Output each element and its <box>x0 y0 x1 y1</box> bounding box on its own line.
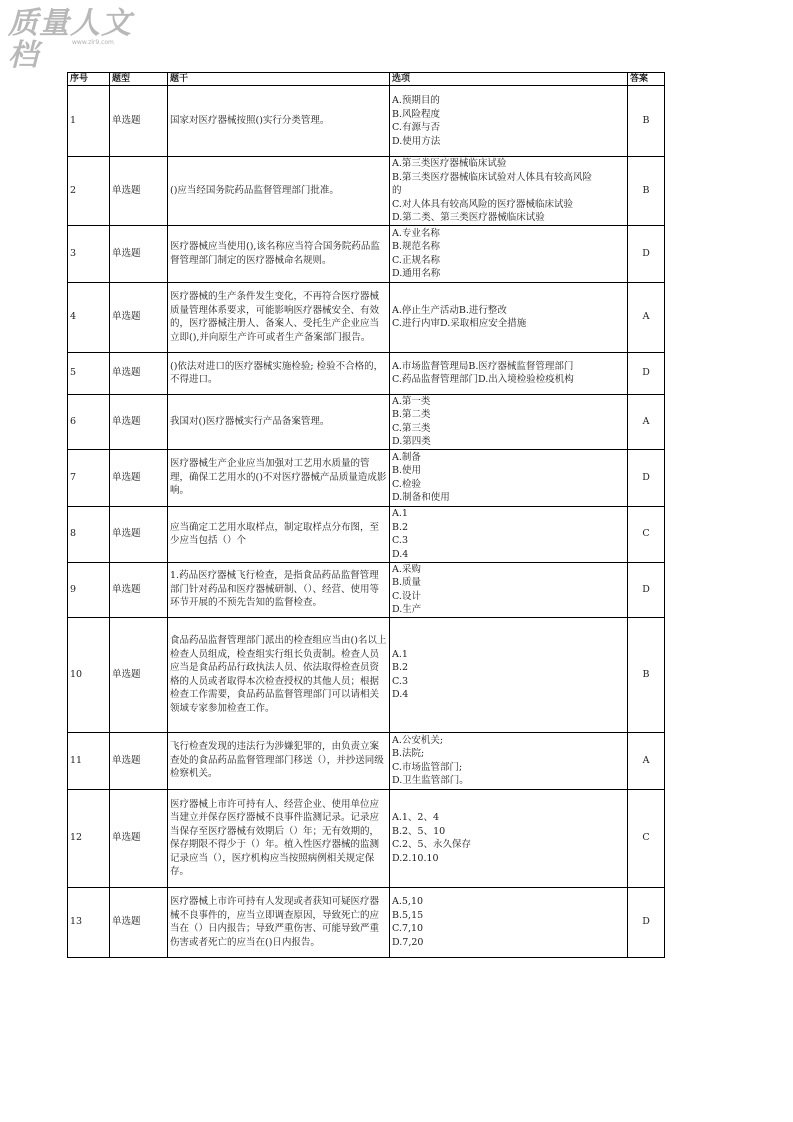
table-row <box>68 562 665 617</box>
header-answer: 答案 <box>628 73 665 86</box>
cell-answer: A <box>628 732 665 789</box>
table-row <box>68 617 665 732</box>
option-line: C.药品监督管理部门D.出入境检验检疫机构 <box>392 374 574 385</box>
cell-type: 单选题 <box>110 506 168 562</box>
option-line: C.对人体具有较高风险的医疗器械临床试验 <box>392 198 573 210</box>
cell-options <box>390 562 628 617</box>
cell-type: 单选题 <box>110 789 168 887</box>
cell-answer: D <box>628 449 665 506</box>
cell-stem: 我国对()医疗器械实行产品备案管理。 <box>168 394 390 449</box>
header-options: 选项 <box>390 73 628 86</box>
cell-type: 单选题 <box>110 225 168 282</box>
option-line: D.使用方法 <box>392 135 441 147</box>
option-line: A.1 <box>392 508 408 519</box>
cell-stem: 医疗器械上市许可持有人发现或者获知可疑医疗器械不良事件的，应当立即调查原因，导致死亡的应当在（）日内报告；导致严重伤害、可能导致严重伤害或者死亡的应当在()日内报告。 <box>168 887 390 957</box>
table-row <box>68 225 665 282</box>
cell-answer: A <box>628 394 665 449</box>
cell-options <box>390 225 628 282</box>
cell-no: 9 <box>68 562 110 617</box>
cell-type: 单选题 <box>110 732 168 789</box>
cell-options <box>390 506 628 562</box>
option-line: 的 <box>392 185 402 196</box>
cell-answer: A <box>628 282 665 352</box>
cell-answer: D <box>628 225 665 282</box>
table-row <box>68 789 665 887</box>
cell-no: 4 <box>68 282 110 352</box>
cell-type: 单选题 <box>110 562 168 617</box>
cell-options <box>390 789 628 887</box>
cell-options <box>390 86 628 157</box>
option-line: A.预期目的 <box>392 95 440 106</box>
cell-answer: C <box>628 506 665 562</box>
option-line: B.2、5、10 <box>392 825 446 837</box>
table-row <box>68 732 665 789</box>
cell-type: 单选题 <box>110 394 168 449</box>
cell-stem: 食品药品监督管理部门派出的检查组应当由()名以上检查人员组成，检查组实行组长负责制。检查人员应当是食品药品行政执法人员、依法取得检查员资格的人员或者取得本次检查授权的其他人员；根据检查工作需要，食品药品监督管理部门可以请相关领域专家参加检查工作。 <box>168 617 390 732</box>
cell-options <box>390 449 628 506</box>
option-line: A.停止生产活动B.进行整改 <box>392 304 507 316</box>
cell-answer: D <box>628 352 665 394</box>
table-row <box>68 394 665 449</box>
option-line: D.通用名称 <box>392 268 441 279</box>
option-line: A.5,10 <box>392 896 424 907</box>
cell-no: 7 <box>68 449 110 506</box>
cell-stem: ()依法对进口的医疗器械实施检验; 检验不合格的，不得进口。 <box>168 352 390 394</box>
logo-url: www.zlr9.com <box>72 39 114 46</box>
cell-stem: 医疗器械应当使用(),该名称应当符合国务院药品监督管理部门制定的医疗器械命名规则。 <box>168 225 390 282</box>
cell-no: 13 <box>68 887 110 957</box>
option-line: A.第三类医疗器械临床试验 <box>392 158 507 169</box>
option-line: D.7,20 <box>392 936 424 948</box>
cell-options <box>390 282 628 352</box>
option-line: A.采购 <box>392 563 421 575</box>
cell-options <box>390 732 628 789</box>
cell-no: 10 <box>68 617 110 732</box>
option-line: B.法院; <box>392 748 425 759</box>
cell-options <box>390 887 628 957</box>
header-stem: 题干 <box>168 73 390 86</box>
option-line: B.风险程度 <box>392 108 441 120</box>
table-row <box>68 506 665 562</box>
cell-options <box>390 394 628 449</box>
option-line: C.第三类 <box>392 422 431 434</box>
table-row <box>68 449 665 506</box>
cell-type: 单选题 <box>110 352 168 394</box>
option-line: C.市场监管部门; <box>392 761 463 773</box>
cell-answer: D <box>628 887 665 957</box>
table-row <box>68 352 665 394</box>
option-line: D.第四类 <box>392 436 431 447</box>
cell-no: 6 <box>68 394 110 449</box>
table-header-row <box>68 73 665 86</box>
cell-answer: D <box>628 562 665 617</box>
option-line: B.5,15 <box>392 909 424 921</box>
option-line: A.第一类 <box>392 395 431 407</box>
option-line: A.市场监督管理局B.医疗器械监督管理部门 <box>392 360 574 372</box>
cell-no: 11 <box>68 732 110 789</box>
cell-type: 单选题 <box>110 282 168 352</box>
option-line: C.正规名称 <box>392 254 440 266</box>
cell-stem: 医疗器械生产企业应当加强对工艺用水质量的管理，确保工艺用水的()不对医疗器械产品质量造成影响。 <box>168 449 390 506</box>
cell-type: 单选题 <box>110 617 168 732</box>
cell-answer: C <box>628 789 665 887</box>
cell-options <box>390 157 628 226</box>
question-table <box>67 72 665 958</box>
cell-type: 单选题 <box>110 449 168 506</box>
option-line: A.1、2、4 <box>392 812 440 823</box>
cell-no: 12 <box>68 789 110 887</box>
option-line: C.有源与否 <box>392 122 440 133</box>
logo <box>8 6 153 73</box>
option-line: B.使用 <box>392 465 422 476</box>
table-row <box>68 86 665 157</box>
option-line: D.4 <box>392 689 409 700</box>
header-type: 题型 <box>110 73 168 86</box>
cell-answer: B <box>628 617 665 732</box>
table-row <box>68 282 665 352</box>
cell-no: 5 <box>68 352 110 394</box>
option-line: D.2.10.10 <box>392 852 439 864</box>
cell-answer: B <box>628 157 665 226</box>
cell-type: 单选题 <box>110 157 168 226</box>
cell-no: 1 <box>68 86 110 157</box>
option-line: C.7,10 <box>392 923 424 934</box>
option-line: B.规范名称 <box>392 241 441 252</box>
option-line: D.生产 <box>392 604 422 615</box>
option-line: A.专业名称 <box>392 227 440 239</box>
cell-type: 单选题 <box>110 887 168 957</box>
option-line: C.2、5、永久保存 <box>392 839 472 850</box>
cell-stem: ()应当经国务院药品监督管理部门批准。 <box>168 157 390 226</box>
cell-no: 8 <box>68 506 110 562</box>
cell-stem: 应当确定工艺用水取样点，制定取样点分布图，至少应当包括（）个 <box>168 506 390 562</box>
option-line: B.2 <box>392 521 409 533</box>
option-line: D.第二类、第三类医疗器械临床试验 <box>392 212 545 223</box>
option-line: A.1 <box>392 648 408 660</box>
option-line: B.第三类医疗器械临床试验对人体具有较高风险 <box>392 171 593 183</box>
option-line: A.制备 <box>392 451 421 463</box>
option-line: D.卫生监管部门。 <box>392 775 469 786</box>
cell-options <box>390 617 628 732</box>
option-line: B.2 <box>392 662 409 673</box>
cell-answer: B <box>628 86 665 157</box>
option-line: C.进行内审D.采取相应安全措施 <box>392 318 527 329</box>
option-line: C.设计 <box>392 590 421 602</box>
cell-no: 2 <box>68 157 110 226</box>
cell-type: 单选题 <box>110 86 168 157</box>
option-line: C.检验 <box>392 478 421 490</box>
logo-text: 质量人文档 <box>8 6 132 73</box>
header-no: 序号 <box>68 73 110 86</box>
cell-stem: 1.药品医疗器械飞行检查，是指食品药品监督管理部门针对药品和医疗器械研制、（）、经营、使用等环节开展的不预先告知的监督检查。 <box>168 562 390 617</box>
option-line: A.公安机关; <box>392 734 444 746</box>
option-line: B.第二类 <box>392 409 431 420</box>
option-line: D.制备和使用 <box>392 492 450 503</box>
cell-stem: 医疗器械的生产条件发生变化，不再符合医疗器械质量管理体系要求，可能影响医疗器械安全、有效的，医疗器械注册人、备案人、受托生产企业应当立即(),并向原生产许可或者生产备案部门报告。 <box>168 282 390 352</box>
cell-options <box>390 352 628 394</box>
cell-stem: 医疗器械上市许可持有人、经营企业、使用单位应当建立并保存医疗器械不良事件监测记录。记录应当保存至医疗器械有效期后（）年；无有效期的，保存期限不得少于（）年。植入性医疗器械的监测记录应当（），医疗机构应当按照病例相关规定保存。 <box>168 789 390 887</box>
cell-stem: 飞行检查发现的违法行为涉嫌犯罪的，由负责立案查处的食品药品监督管理部门移送（），并抄送同级检察机关。 <box>168 732 390 789</box>
option-line: B.质量 <box>392 577 422 588</box>
table-row <box>68 887 665 957</box>
option-line: C.3 <box>392 535 408 546</box>
option-line: D.4 <box>392 548 409 560</box>
option-line: C.3 <box>392 675 408 687</box>
cell-no: 3 <box>68 225 110 282</box>
table-row <box>68 157 665 226</box>
cell-stem: 国家对医疗器械按照()实行分类管理。 <box>168 86 390 157</box>
